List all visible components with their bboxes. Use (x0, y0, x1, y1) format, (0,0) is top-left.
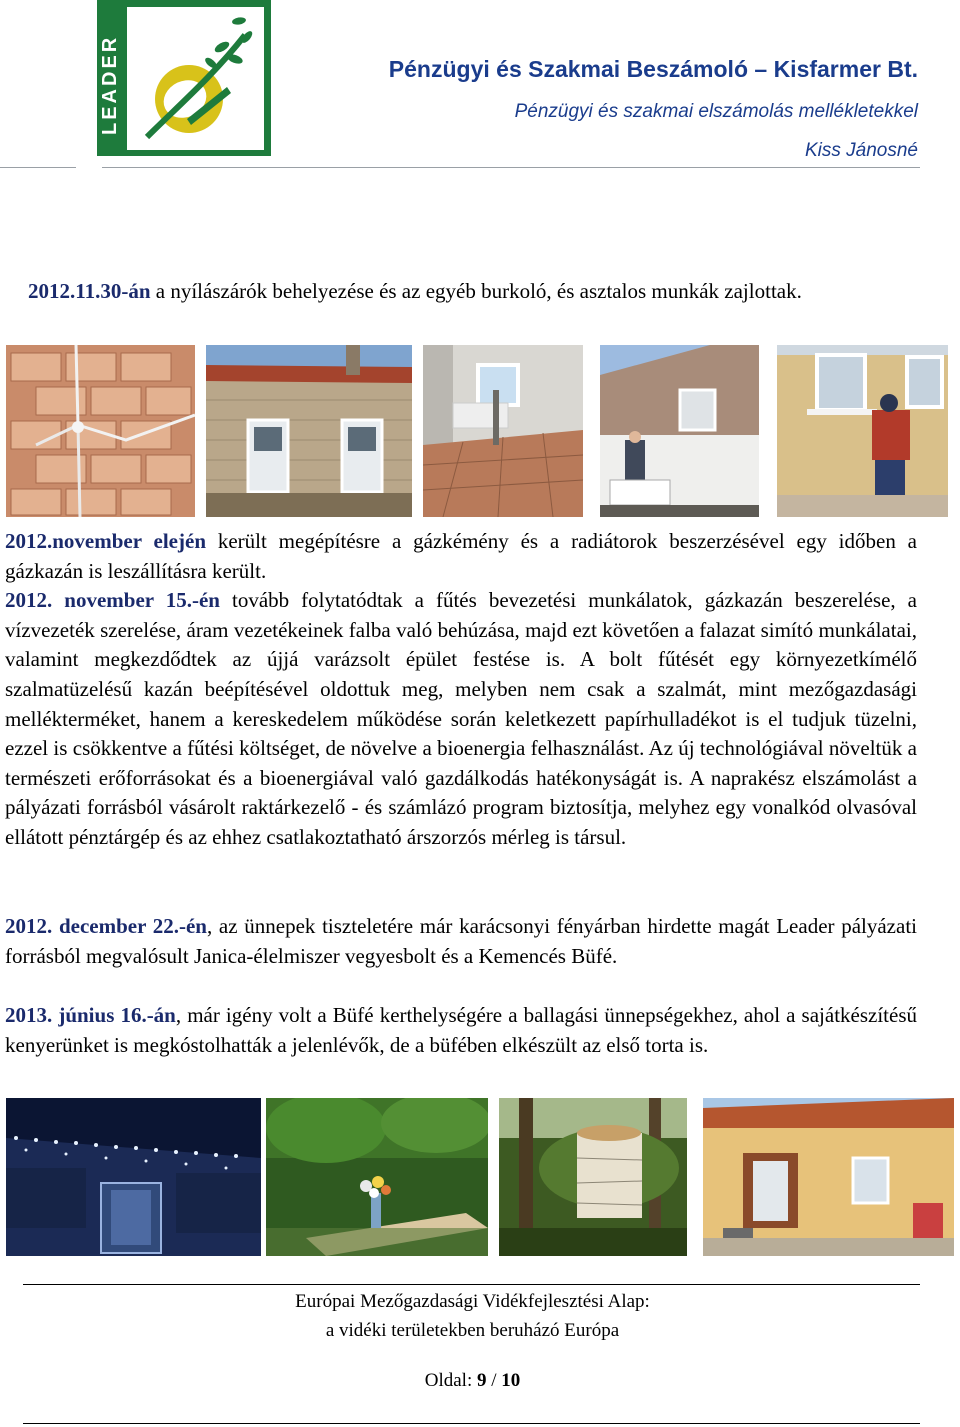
paragraph-text: tovább folytatódtak a fűtés bevezetési munkálatok, gázkazán beszerelése, a vízvezeték szerelése, áram vezetékeinek falba való behúzása, majd ezt követően a falazat simító munkálatai, valamint megkezdődtek az újjá varázsolt épület festése is. A bolt fűtését egy környezetkímélő szalmatüzelésű kazán beépítésével oldottuk meg, melyben nem csak a szalmát, mint mezőgazdasági mellékterméket, hanem a kereskedelem működése során keletkezett papírhulladékot is el tudjuk tüzelni, ezzel is csökkentve a fűtési költséget, de növelve a bioenergia felhasználást. Az új technológiával növeltük a természeti erőforrásokat és a bioenergiával való gazdálkodás hatékonyságát is. A naprakész elszámolást a pályázati forrásból vásárolt raktárkezelő - és számlázó program biztosítja, melyhez egy vonalkód olvasóval ellátott pénztárgép és az ehhez csatlakoztatható árszorzós mérleg is társul. (5, 588, 917, 849)
paragraph-text: került megépítésre a gázkémény és a radiátorok beszerzésével egy időben a gázkazán is leszállításra került. (5, 529, 917, 583)
paragraph-graduation (5, 1001, 917, 1060)
date-highlight: 2012. december 22.-én (5, 914, 207, 938)
paragraph-windows (28, 277, 918, 307)
date-highlight: 2012. november 15.-én (5, 588, 220, 613)
date-highlight: 2012.november elején (5, 529, 206, 553)
footer-divider-top (23, 1284, 920, 1285)
footer-divider-bottom (23, 1423, 920, 1424)
paragraph-text: , már igény volt a Büfé kerthelységére a ballagási ünnepségekhez, ahol a sajátkészítésű kenyerünket is megkóstolhatták a jelenlévők, de a büfében elkészült az első torta is. (5, 1003, 918, 1057)
page-total: 10 (501, 1370, 521, 1391)
paragraph-text: a nyílászárók behelyezése és az egyéb burkoló, és asztalos munkák zajlottak. (150, 279, 802, 303)
photo-insulation-work (600, 345, 759, 517)
footer-fund-name: Európai Mezőgazdasági Vidékfejlesztési Alap: (295, 1291, 650, 1312)
document-subtitle: Pénzügyi és szakmai elszámolás mellékletekkel (514, 101, 918, 122)
leader-emblem-icon (127, 7, 264, 150)
leader-logo (97, 0, 271, 156)
page-label: Oldal: (424, 1370, 477, 1391)
photo-facade-man (777, 345, 948, 517)
date-highlight: 2012.11.30-án (28, 279, 151, 303)
photo-garden-table (266, 1098, 488, 1256)
photo-brick-wall-wiring (6, 345, 195, 517)
paragraph-christmas (5, 912, 917, 971)
document-title: Pénzügyi és Szakmai Beszámoló – Kisfarmer Bt. (388, 56, 918, 82)
photo-building-new-doors (206, 345, 412, 517)
paragraph-text: , az ünnepek tiszteletére már karácsonyi fényárban hirdette magát Leader pályázati forrásból megvalósult Janica-élelmiszer vegyesbolt és a Kemencés Büfé. (5, 914, 917, 968)
page-separator: / (486, 1370, 502, 1391)
paragraph-heating (5, 527, 917, 853)
date-highlight: 2013. június 16.-án (5, 1003, 176, 1027)
photo-cake-tree (499, 1098, 687, 1256)
logo-text: LEADER (99, 34, 121, 136)
photo-shop-exterior (703, 1098, 954, 1256)
header-divider-left (0, 167, 76, 168)
footer-slogan: a vidéki területekben beruházó Európa (325, 1320, 620, 1341)
document-author: Kiss Jánosné (804, 140, 918, 161)
header-divider-right (102, 167, 920, 168)
photo-interior-tiles (423, 345, 583, 517)
photo-christmas-lights (6, 1098, 261, 1256)
page-number (0, 1370, 945, 1392)
page-current: 9 (476, 1370, 487, 1391)
